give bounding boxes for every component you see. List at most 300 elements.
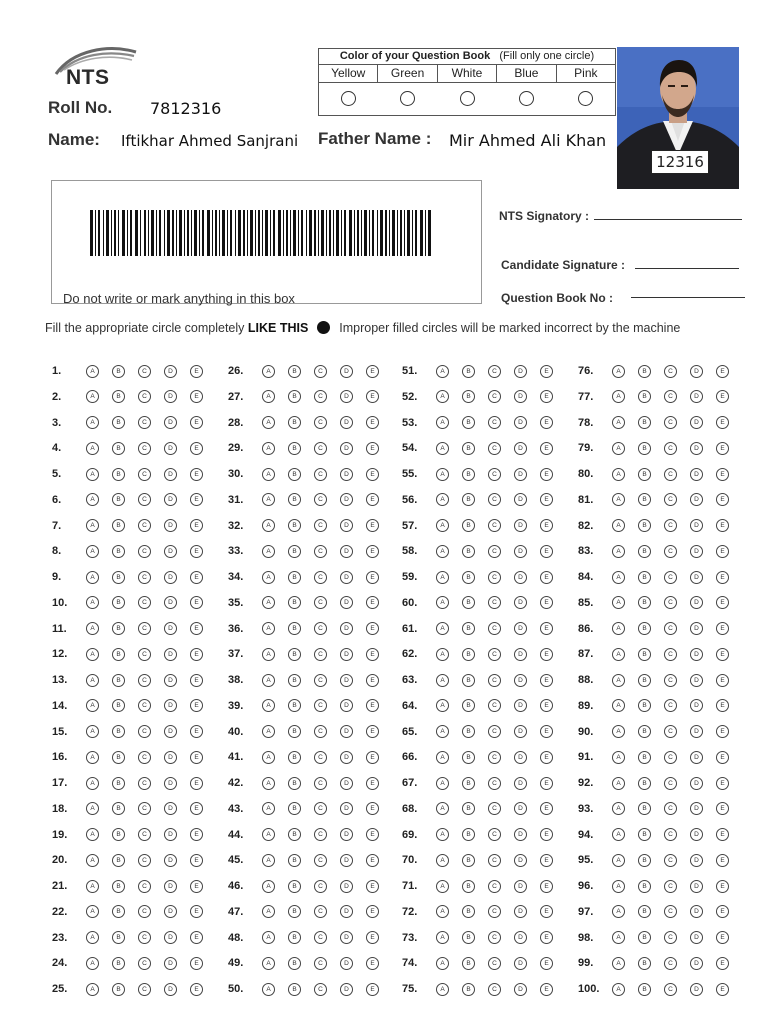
- answer-bubble-b[interactable]: B: [638, 957, 651, 970]
- answer-bubble-e[interactable]: E: [366, 777, 379, 790]
- answer-bubble-a[interactable]: A: [436, 777, 449, 790]
- answer-bubble-a[interactable]: A: [262, 571, 275, 584]
- answer-bubble-e[interactable]: E: [366, 648, 379, 661]
- answer-bubble-b[interactable]: B: [288, 802, 301, 815]
- answer-bubble-a[interactable]: A: [612, 905, 625, 918]
- answer-bubble-c[interactable]: C: [314, 390, 327, 403]
- answer-bubble-a[interactable]: A: [612, 751, 625, 764]
- answer-bubble-b[interactable]: B: [638, 674, 651, 687]
- answer-bubble-b[interactable]: B: [638, 725, 651, 738]
- answer-bubble-b[interactable]: B: [112, 442, 125, 455]
- answer-bubble-e[interactable]: E: [190, 442, 203, 455]
- answer-bubble-e[interactable]: E: [366, 957, 379, 970]
- answer-bubble-e[interactable]: E: [366, 365, 379, 378]
- answer-bubble-d[interactable]: D: [690, 957, 703, 970]
- answer-bubble-c[interactable]: C: [488, 571, 501, 584]
- answer-bubble-e[interactable]: E: [190, 699, 203, 712]
- answer-bubble-b[interactable]: B: [462, 828, 475, 841]
- answer-bubble-d[interactable]: D: [690, 854, 703, 867]
- answer-bubble-b[interactable]: B: [288, 699, 301, 712]
- answer-bubble-e[interactable]: E: [716, 983, 729, 996]
- answer-bubble-c[interactable]: C: [138, 416, 151, 429]
- answer-bubble-a[interactable]: A: [612, 519, 625, 532]
- answer-bubble-e[interactable]: E: [366, 519, 379, 532]
- answer-bubble-e[interactable]: E: [716, 854, 729, 867]
- answer-bubble-b[interactable]: B: [112, 674, 125, 687]
- answer-bubble-a[interactable]: A: [86, 983, 99, 996]
- answer-bubble-c[interactable]: C: [664, 648, 677, 661]
- answer-bubble-c[interactable]: C: [488, 545, 501, 558]
- answer-bubble-c[interactable]: C: [138, 648, 151, 661]
- answer-bubble-e[interactable]: E: [366, 622, 379, 635]
- answer-bubble-b[interactable]: B: [462, 777, 475, 790]
- answer-bubble-e[interactable]: E: [716, 751, 729, 764]
- answer-bubble-d[interactable]: D: [514, 957, 527, 970]
- answer-bubble-d[interactable]: D: [514, 751, 527, 764]
- answer-bubble-c[interactable]: C: [664, 802, 677, 815]
- answer-bubble-a[interactable]: A: [612, 648, 625, 661]
- answer-bubble-e[interactable]: E: [716, 416, 729, 429]
- answer-bubble-e[interactable]: E: [716, 931, 729, 944]
- answer-bubble-c[interactable]: C: [314, 699, 327, 712]
- answer-bubble-c[interactable]: C: [664, 674, 677, 687]
- answer-bubble-c[interactable]: C: [488, 596, 501, 609]
- answer-bubble-d[interactable]: D: [340, 751, 353, 764]
- answer-bubble-a[interactable]: A: [436, 596, 449, 609]
- answer-bubble-d[interactable]: D: [164, 571, 177, 584]
- answer-bubble-a[interactable]: A: [436, 674, 449, 687]
- answer-bubble-a[interactable]: A: [436, 751, 449, 764]
- answer-bubble-a[interactable]: A: [262, 519, 275, 532]
- answer-bubble-e[interactable]: E: [716, 957, 729, 970]
- answer-bubble-a[interactable]: A: [262, 674, 275, 687]
- answer-bubble-e[interactable]: E: [540, 957, 553, 970]
- answer-bubble-d[interactable]: D: [690, 725, 703, 738]
- answer-bubble-a[interactable]: A: [86, 931, 99, 944]
- answer-bubble-c[interactable]: C: [138, 725, 151, 738]
- answer-bubble-b[interactable]: B: [112, 571, 125, 584]
- answer-bubble-d[interactable]: D: [340, 622, 353, 635]
- answer-bubble-a[interactable]: A: [436, 957, 449, 970]
- answer-bubble-c[interactable]: C: [488, 648, 501, 661]
- answer-bubble-e[interactable]: E: [190, 880, 203, 893]
- answer-bubble-b[interactable]: B: [638, 545, 651, 558]
- answer-bubble-a[interactable]: A: [86, 416, 99, 429]
- question-book-no-line[interactable]: [631, 297, 745, 298]
- answer-bubble-b[interactable]: B: [638, 648, 651, 661]
- answer-bubble-e[interactable]: E: [190, 828, 203, 841]
- answer-bubble-e[interactable]: E: [190, 622, 203, 635]
- answer-bubble-c[interactable]: C: [488, 983, 501, 996]
- answer-bubble-d[interactable]: D: [164, 931, 177, 944]
- answer-bubble-a[interactable]: A: [86, 545, 99, 558]
- answer-bubble-e[interactable]: E: [716, 802, 729, 815]
- answer-bubble-d[interactable]: D: [690, 493, 703, 506]
- answer-bubble-b[interactable]: B: [638, 468, 651, 481]
- answer-bubble-a[interactable]: A: [436, 571, 449, 584]
- answer-bubble-c[interactable]: C: [314, 493, 327, 506]
- answer-bubble-d[interactable]: D: [340, 725, 353, 738]
- answer-bubble-b[interactable]: B: [462, 905, 475, 918]
- answer-bubble-e[interactable]: E: [716, 674, 729, 687]
- answer-bubble-d[interactable]: D: [690, 442, 703, 455]
- color-circle-blue[interactable]: [519, 91, 534, 106]
- answer-bubble-c[interactable]: C: [664, 416, 677, 429]
- answer-bubble-e[interactable]: E: [540, 983, 553, 996]
- answer-bubble-e[interactable]: E: [366, 931, 379, 944]
- answer-bubble-a[interactable]: A: [262, 648, 275, 661]
- answer-bubble-c[interactable]: C: [488, 725, 501, 738]
- answer-bubble-c[interactable]: C: [664, 622, 677, 635]
- answer-bubble-c[interactable]: C: [314, 905, 327, 918]
- answer-bubble-c[interactable]: C: [488, 802, 501, 815]
- answer-bubble-d[interactable]: D: [164, 648, 177, 661]
- answer-bubble-b[interactable]: B: [112, 648, 125, 661]
- answer-bubble-c[interactable]: C: [488, 905, 501, 918]
- answer-bubble-c[interactable]: C: [664, 854, 677, 867]
- answer-bubble-a[interactable]: A: [86, 674, 99, 687]
- answer-bubble-e[interactable]: E: [366, 442, 379, 455]
- answer-bubble-a[interactable]: A: [612, 622, 625, 635]
- answer-bubble-d[interactable]: D: [164, 725, 177, 738]
- answer-bubble-e[interactable]: E: [366, 905, 379, 918]
- answer-bubble-c[interactable]: C: [138, 519, 151, 532]
- answer-bubble-d[interactable]: D: [690, 390, 703, 403]
- answer-bubble-a[interactable]: A: [262, 828, 275, 841]
- answer-bubble-c[interactable]: C: [138, 699, 151, 712]
- answer-bubble-d[interactable]: D: [690, 545, 703, 558]
- answer-bubble-a[interactable]: A: [436, 468, 449, 481]
- answer-bubble-e[interactable]: E: [540, 828, 553, 841]
- answer-bubble-c[interactable]: C: [664, 596, 677, 609]
- answer-bubble-d[interactable]: D: [514, 854, 527, 867]
- answer-bubble-c[interactable]: C: [314, 854, 327, 867]
- answer-bubble-d[interactable]: D: [514, 905, 527, 918]
- answer-bubble-a[interactable]: A: [612, 390, 625, 403]
- answer-bubble-b[interactable]: B: [462, 983, 475, 996]
- answer-bubble-e[interactable]: E: [190, 416, 203, 429]
- answer-bubble-b[interactable]: B: [462, 596, 475, 609]
- answer-bubble-d[interactable]: D: [690, 416, 703, 429]
- answer-bubble-d[interactable]: D: [164, 983, 177, 996]
- answer-bubble-b[interactable]: B: [112, 390, 125, 403]
- answer-bubble-c[interactable]: C: [314, 828, 327, 841]
- answer-bubble-b[interactable]: B: [638, 983, 651, 996]
- answer-bubble-a[interactable]: A: [436, 390, 449, 403]
- answer-bubble-c[interactable]: C: [138, 442, 151, 455]
- answer-bubble-b[interactable]: B: [288, 957, 301, 970]
- answer-bubble-d[interactable]: D: [164, 622, 177, 635]
- answer-bubble-d[interactable]: D: [690, 519, 703, 532]
- answer-bubble-d[interactable]: D: [340, 699, 353, 712]
- answer-bubble-d[interactable]: D: [164, 957, 177, 970]
- answer-bubble-d[interactable]: D: [514, 648, 527, 661]
- answer-bubble-c[interactable]: C: [664, 931, 677, 944]
- answer-bubble-e[interactable]: E: [716, 390, 729, 403]
- answer-bubble-b[interactable]: B: [638, 622, 651, 635]
- answer-bubble-e[interactable]: E: [540, 854, 553, 867]
- answer-bubble-b[interactable]: B: [288, 545, 301, 558]
- answer-bubble-a[interactable]: A: [612, 802, 625, 815]
- answer-bubble-b[interactable]: B: [638, 880, 651, 893]
- answer-bubble-d[interactable]: D: [514, 468, 527, 481]
- answer-bubble-d[interactable]: D: [514, 880, 527, 893]
- answer-bubble-e[interactable]: E: [540, 802, 553, 815]
- answer-bubble-a[interactable]: A: [262, 751, 275, 764]
- answer-bubble-a[interactable]: A: [612, 571, 625, 584]
- answer-bubble-b[interactable]: B: [112, 905, 125, 918]
- answer-bubble-c[interactable]: C: [664, 519, 677, 532]
- answer-bubble-a[interactable]: A: [262, 725, 275, 738]
- answer-bubble-d[interactable]: D: [164, 777, 177, 790]
- answer-bubble-c[interactable]: C: [664, 751, 677, 764]
- answer-bubble-c[interactable]: C: [314, 777, 327, 790]
- answer-bubble-d[interactable]: D: [164, 802, 177, 815]
- answer-bubble-e[interactable]: E: [540, 571, 553, 584]
- answer-bubble-e[interactable]: E: [716, 725, 729, 738]
- answer-bubble-a[interactable]: A: [86, 725, 99, 738]
- answer-bubble-c[interactable]: C: [314, 416, 327, 429]
- answer-bubble-d[interactable]: D: [690, 674, 703, 687]
- answer-bubble-a[interactable]: A: [262, 468, 275, 481]
- answer-bubble-b[interactable]: B: [462, 751, 475, 764]
- answer-bubble-a[interactable]: A: [262, 493, 275, 506]
- answer-bubble-c[interactable]: C: [664, 983, 677, 996]
- answer-bubble-c[interactable]: C: [138, 596, 151, 609]
- answer-bubble-c[interactable]: C: [488, 622, 501, 635]
- answer-bubble-b[interactable]: B: [288, 365, 301, 378]
- answer-bubble-b[interactable]: B: [462, 725, 475, 738]
- answer-bubble-b[interactable]: B: [112, 828, 125, 841]
- answer-bubble-a[interactable]: A: [262, 596, 275, 609]
- answer-bubble-c[interactable]: C: [488, 493, 501, 506]
- answer-bubble-c[interactable]: C: [488, 390, 501, 403]
- answer-bubble-e[interactable]: E: [716, 880, 729, 893]
- answer-bubble-a[interactable]: A: [436, 905, 449, 918]
- answer-bubble-c[interactable]: C: [664, 828, 677, 841]
- answer-bubble-e[interactable]: E: [366, 983, 379, 996]
- answer-bubble-c[interactable]: C: [664, 493, 677, 506]
- answer-bubble-a[interactable]: A: [436, 622, 449, 635]
- answer-bubble-b[interactable]: B: [288, 777, 301, 790]
- answer-bubble-d[interactable]: D: [514, 983, 527, 996]
- answer-bubble-b[interactable]: B: [112, 931, 125, 944]
- answer-bubble-a[interactable]: A: [86, 596, 99, 609]
- answer-bubble-d[interactable]: D: [164, 880, 177, 893]
- answer-bubble-c[interactable]: C: [314, 931, 327, 944]
- answer-bubble-a[interactable]: A: [86, 828, 99, 841]
- answer-bubble-e[interactable]: E: [716, 468, 729, 481]
- answer-bubble-c[interactable]: C: [138, 545, 151, 558]
- answer-bubble-d[interactable]: D: [690, 622, 703, 635]
- answer-bubble-b[interactable]: B: [288, 493, 301, 506]
- answer-bubble-a[interactable]: A: [612, 468, 625, 481]
- answer-bubble-a[interactable]: A: [436, 983, 449, 996]
- answer-bubble-a[interactable]: A: [612, 674, 625, 687]
- answer-bubble-d[interactable]: D: [690, 777, 703, 790]
- answer-bubble-d[interactable]: D: [340, 468, 353, 481]
- candidate-signature-line[interactable]: [635, 268, 739, 269]
- answer-bubble-c[interactable]: C: [488, 957, 501, 970]
- answer-bubble-a[interactable]: A: [612, 699, 625, 712]
- answer-bubble-b[interactable]: B: [288, 983, 301, 996]
- answer-bubble-e[interactable]: E: [190, 854, 203, 867]
- answer-bubble-e[interactable]: E: [366, 699, 379, 712]
- answer-bubble-c[interactable]: C: [314, 545, 327, 558]
- answer-bubble-a[interactable]: A: [262, 416, 275, 429]
- answer-bubble-e[interactable]: E: [540, 699, 553, 712]
- answer-bubble-d[interactable]: D: [340, 828, 353, 841]
- answer-bubble-e[interactable]: E: [190, 545, 203, 558]
- answer-bubble-b[interactable]: B: [112, 365, 125, 378]
- answer-bubble-a[interactable]: A: [612, 493, 625, 506]
- answer-bubble-c[interactable]: C: [488, 365, 501, 378]
- answer-bubble-c[interactable]: C: [314, 983, 327, 996]
- answer-bubble-e[interactable]: E: [366, 571, 379, 584]
- answer-bubble-a[interactable]: A: [262, 854, 275, 867]
- answer-bubble-b[interactable]: B: [638, 828, 651, 841]
- answer-bubble-c[interactable]: C: [488, 468, 501, 481]
- answer-bubble-c[interactable]: C: [488, 931, 501, 944]
- answer-bubble-b[interactable]: B: [112, 699, 125, 712]
- answer-bubble-c[interactable]: C: [488, 519, 501, 532]
- answer-bubble-b[interactable]: B: [288, 390, 301, 403]
- answer-bubble-e[interactable]: E: [716, 545, 729, 558]
- answer-bubble-e[interactable]: E: [190, 802, 203, 815]
- answer-bubble-d[interactable]: D: [514, 802, 527, 815]
- answer-bubble-b[interactable]: B: [112, 519, 125, 532]
- answer-bubble-b[interactable]: B: [288, 905, 301, 918]
- answer-bubble-b[interactable]: B: [288, 828, 301, 841]
- answer-bubble-d[interactable]: D: [340, 390, 353, 403]
- answer-bubble-e[interactable]: E: [540, 390, 553, 403]
- answer-bubble-c[interactable]: C: [664, 442, 677, 455]
- answer-bubble-d[interactable]: D: [514, 442, 527, 455]
- answer-bubble-c[interactable]: C: [488, 751, 501, 764]
- answer-bubble-d[interactable]: D: [164, 699, 177, 712]
- answer-bubble-e[interactable]: E: [540, 905, 553, 918]
- answer-bubble-a[interactable]: A: [436, 442, 449, 455]
- answer-bubble-d[interactable]: D: [690, 596, 703, 609]
- color-circle-green[interactable]: [400, 91, 415, 106]
- answer-bubble-d[interactable]: D: [690, 468, 703, 481]
- answer-bubble-d[interactable]: D: [164, 545, 177, 558]
- answer-bubble-a[interactable]: A: [86, 390, 99, 403]
- answer-bubble-c[interactable]: C: [314, 674, 327, 687]
- answer-bubble-e[interactable]: E: [190, 365, 203, 378]
- answer-bubble-b[interactable]: B: [462, 571, 475, 584]
- answer-bubble-a[interactable]: A: [262, 442, 275, 455]
- answer-bubble-b[interactable]: B: [462, 957, 475, 970]
- answer-bubble-e[interactable]: E: [366, 596, 379, 609]
- answer-bubble-e[interactable]: E: [190, 725, 203, 738]
- answer-bubble-e[interactable]: E: [366, 828, 379, 841]
- answer-bubble-d[interactable]: D: [514, 828, 527, 841]
- answer-bubble-e[interactable]: E: [540, 725, 553, 738]
- answer-bubble-c[interactable]: C: [488, 416, 501, 429]
- answer-bubble-a[interactable]: A: [262, 880, 275, 893]
- answer-bubble-e[interactable]: E: [190, 905, 203, 918]
- answer-bubble-d[interactable]: D: [340, 519, 353, 532]
- answer-bubble-e[interactable]: E: [366, 725, 379, 738]
- answer-bubble-d[interactable]: D: [340, 880, 353, 893]
- answer-bubble-d[interactable]: D: [340, 416, 353, 429]
- answer-bubble-e[interactable]: E: [366, 416, 379, 429]
- answer-bubble-c[interactable]: C: [664, 905, 677, 918]
- answer-bubble-d[interactable]: D: [690, 699, 703, 712]
- answer-bubble-b[interactable]: B: [638, 416, 651, 429]
- answer-bubble-d[interactable]: D: [514, 493, 527, 506]
- answer-bubble-e[interactable]: E: [366, 493, 379, 506]
- answer-bubble-d[interactable]: D: [340, 802, 353, 815]
- answer-bubble-a[interactable]: A: [436, 725, 449, 738]
- answer-bubble-b[interactable]: B: [112, 854, 125, 867]
- answer-bubble-c[interactable]: C: [314, 365, 327, 378]
- answer-bubble-a[interactable]: A: [612, 880, 625, 893]
- answer-bubble-c[interactable]: C: [138, 468, 151, 481]
- answer-bubble-b[interactable]: B: [112, 957, 125, 970]
- answer-bubble-d[interactable]: D: [514, 931, 527, 944]
- answer-bubble-b[interactable]: B: [638, 493, 651, 506]
- answer-bubble-a[interactable]: A: [86, 622, 99, 635]
- answer-bubble-b[interactable]: B: [638, 854, 651, 867]
- answer-bubble-d[interactable]: D: [514, 545, 527, 558]
- answer-bubble-a[interactable]: A: [86, 571, 99, 584]
- answer-bubble-e[interactable]: E: [540, 648, 553, 661]
- answer-bubble-a[interactable]: A: [436, 365, 449, 378]
- answer-bubble-b[interactable]: B: [638, 802, 651, 815]
- answer-bubble-b[interactable]: B: [112, 983, 125, 996]
- answer-bubble-b[interactable]: B: [462, 442, 475, 455]
- answer-bubble-b[interactable]: B: [462, 416, 475, 429]
- answer-bubble-c[interactable]: C: [664, 880, 677, 893]
- answer-bubble-c[interactable]: C: [664, 545, 677, 558]
- answer-bubble-d[interactable]: D: [514, 596, 527, 609]
- color-circle-white[interactable]: [460, 91, 475, 106]
- answer-bubble-d[interactable]: D: [164, 416, 177, 429]
- answer-bubble-c[interactable]: C: [138, 390, 151, 403]
- answer-bubble-c[interactable]: C: [138, 802, 151, 815]
- answer-bubble-e[interactable]: E: [190, 648, 203, 661]
- answer-bubble-d[interactable]: D: [340, 545, 353, 558]
- answer-bubble-a[interactable]: A: [612, 365, 625, 378]
- answer-bubble-d[interactable]: D: [690, 983, 703, 996]
- answer-bubble-e[interactable]: E: [190, 777, 203, 790]
- answer-bubble-c[interactable]: C: [664, 699, 677, 712]
- answer-bubble-e[interactable]: E: [540, 622, 553, 635]
- answer-bubble-c[interactable]: C: [314, 648, 327, 661]
- answer-bubble-e[interactable]: E: [366, 468, 379, 481]
- answer-bubble-b[interactable]: B: [112, 416, 125, 429]
- answer-bubble-a[interactable]: A: [436, 880, 449, 893]
- answer-bubble-b[interactable]: B: [288, 854, 301, 867]
- answer-bubble-a[interactable]: A: [612, 596, 625, 609]
- answer-bubble-d[interactable]: D: [164, 468, 177, 481]
- answer-bubble-d[interactable]: D: [340, 648, 353, 661]
- answer-bubble-a[interactable]: A: [436, 699, 449, 712]
- answer-bubble-c[interactable]: C: [488, 880, 501, 893]
- answer-bubble-b[interactable]: B: [462, 802, 475, 815]
- answer-bubble-d[interactable]: D: [340, 442, 353, 455]
- answer-bubble-e[interactable]: E: [540, 468, 553, 481]
- answer-bubble-c[interactable]: C: [314, 519, 327, 532]
- answer-bubble-e[interactable]: E: [716, 622, 729, 635]
- answer-bubble-c[interactable]: C: [488, 442, 501, 455]
- answer-bubble-b[interactable]: B: [288, 725, 301, 738]
- answer-bubble-a[interactable]: A: [436, 854, 449, 867]
- answer-bubble-b[interactable]: B: [288, 622, 301, 635]
- answer-bubble-e[interactable]: E: [540, 777, 553, 790]
